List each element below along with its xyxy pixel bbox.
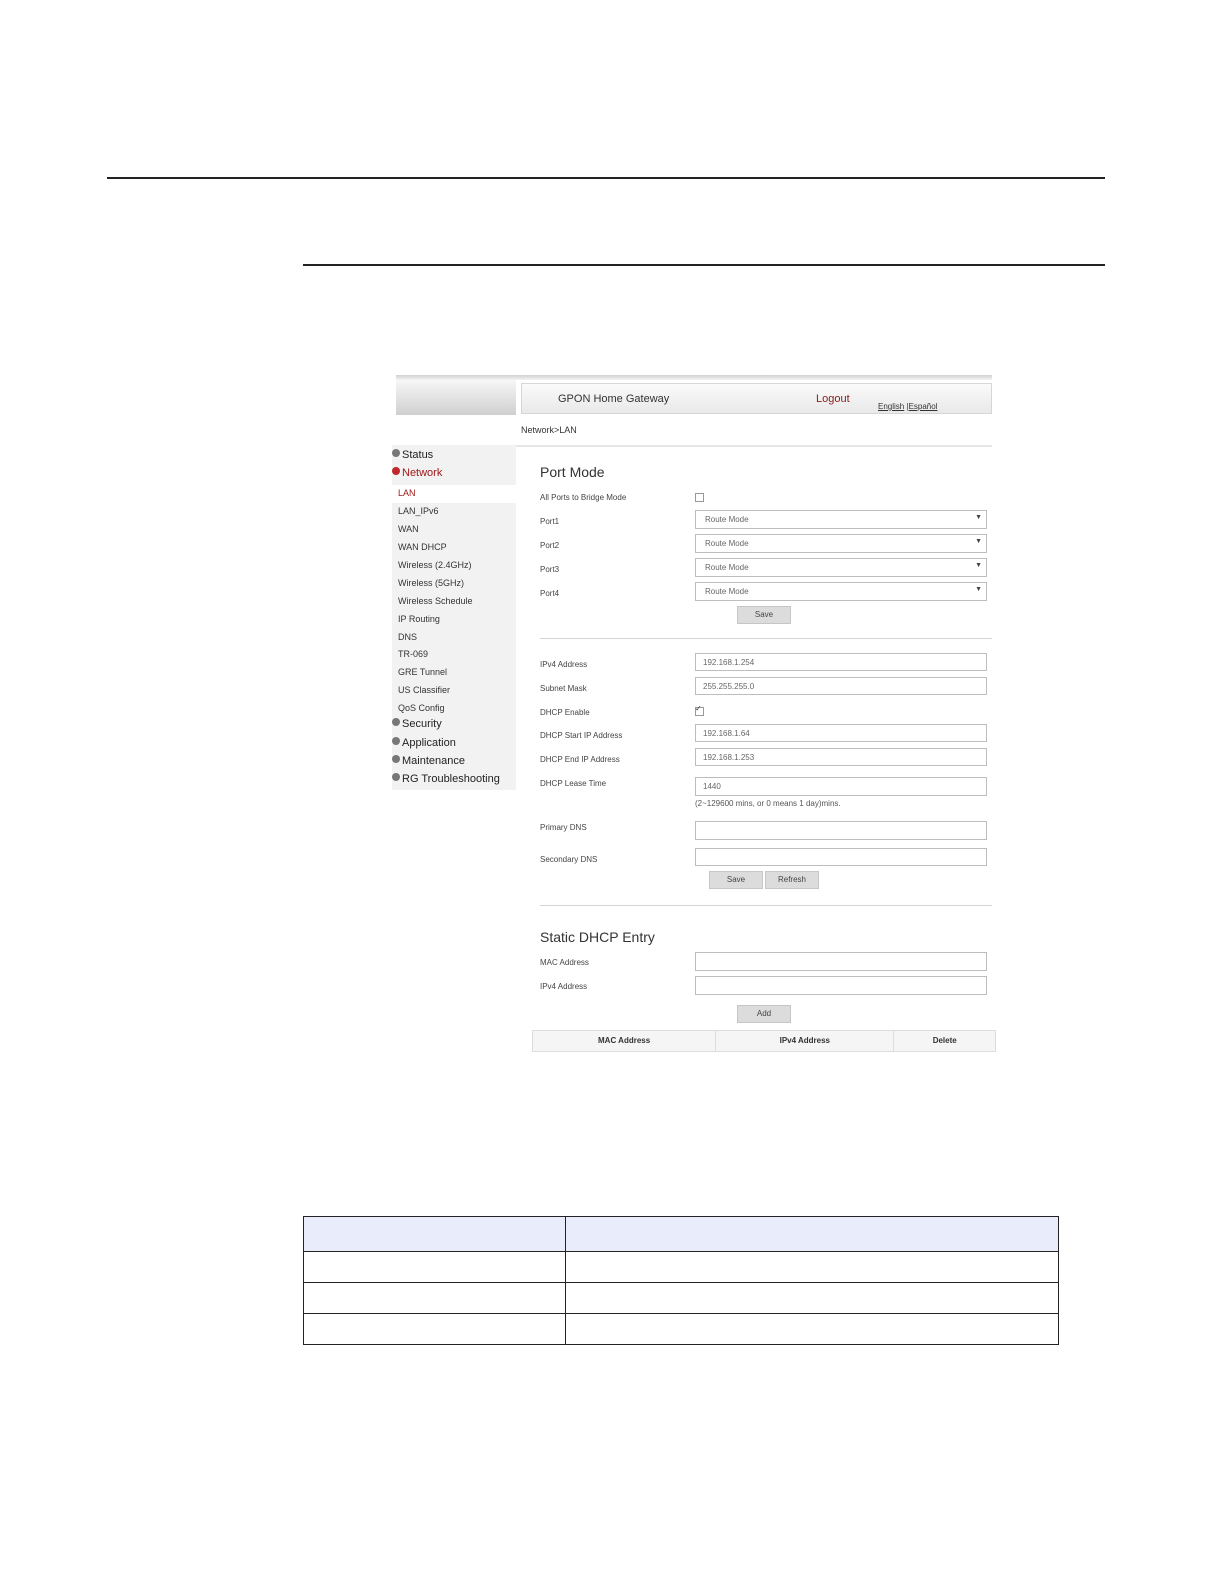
primary-dns-input[interactable] [695, 821, 987, 840]
dhcp-start-label: DHCP Start IP Address [540, 731, 623, 740]
logo-area [396, 380, 516, 415]
lang-english-link[interactable]: English [878, 402, 905, 411]
dropdown-arrow-icon: ▼ [975, 538, 982, 545]
expand-bullet-icon [392, 755, 400, 763]
port-mode-save-button[interactable]: Save [737, 606, 791, 624]
gateway-screenshot [392, 375, 997, 1055]
sidebar [392, 445, 516, 790]
sidebar-subitem-tr069[interactable]: TR-069 [398, 649, 429, 659]
port2-value: Route Mode [705, 539, 749, 548]
sidebar-item-status[interactable] [392, 449, 516, 461]
table-cell [566, 1252, 1059, 1283]
expand-bullet-icon [392, 737, 400, 745]
primary-dns-label: Primary DNS [540, 823, 587, 832]
ipv4-address-input[interactable]: 192.168.1.254 [695, 653, 987, 671]
section-rule [303, 264, 1105, 266]
lease-time-hint: (2~129600 mins, or 0 means 1 day)mins. [695, 799, 841, 808]
column-header-delete: Delete [932, 1036, 957, 1045]
port1-select[interactable] [695, 510, 987, 529]
secondary-dns-input[interactable] [695, 848, 987, 866]
lease-time-input[interactable]: 1440 [695, 777, 987, 796]
table-cell [566, 1283, 1059, 1314]
port1-label: Port1 [540, 517, 560, 526]
port1-value: Route Mode [705, 515, 749, 524]
dhcp-start-input[interactable]: 192.168.1.64 [695, 724, 987, 742]
sidebar-subitem-gre-tunnel[interactable]: GRE Tunnel [398, 667, 448, 677]
table-header-cell [304, 1217, 566, 1252]
lease-time-label: DHCP Lease Time [540, 779, 607, 788]
column-header-mac: MAC Address [533, 1031, 716, 1051]
sidebar-item-security[interactable] [392, 718, 516, 730]
section-divider [540, 905, 992, 906]
sidebar-item-label: Status [402, 449, 434, 461]
dropdown-arrow-icon: ▼ [975, 586, 982, 593]
secondary-dns-label: Secondary DNS [540, 855, 598, 864]
dropdown-arrow-icon: ▼ [975, 562, 982, 569]
bridge-mode-checkbox[interactable] [695, 493, 704, 502]
collapse-bullet-icon [392, 467, 400, 475]
static-dhcp-title: Static DHCP Entry [540, 929, 655, 945]
dhcp-end-input[interactable]: 192.168.1.253 [695, 748, 987, 766]
subnet-mask-input[interactable]: 255.255.255.0 [695, 677, 987, 695]
app-title: GPON Home Gateway [558, 393, 670, 405]
lan-save-button[interactable]: Save [709, 871, 763, 889]
breadcrumb: Network>LAN [521, 425, 577, 435]
static-mac-label: MAC Address [540, 958, 589, 967]
static-ipv4-input[interactable] [695, 976, 987, 995]
page-top-rule [107, 177, 1105, 179]
port2-select[interactable] [695, 534, 987, 553]
sidebar-item-label: RG Troubleshooting [402, 773, 500, 785]
sidebar-item-application[interactable] [392, 737, 516, 749]
table-header-cell [566, 1217, 1059, 1252]
language-switch [878, 402, 937, 411]
sidebar-item-label: Network [402, 467, 443, 479]
sidebar-subitem-wireless-24[interactable]: Wireless (2.4GHz) [398, 560, 472, 570]
port-mode-title: Port Mode [540, 464, 605, 480]
table-cell [304, 1314, 566, 1345]
sidebar-item-rg-troubleshooting[interactable] [392, 773, 516, 785]
static-dhcp-table-header [532, 1030, 996, 1052]
sidebar-subitem-us-classifier[interactable]: US Classifier [398, 685, 451, 695]
expand-bullet-icon [392, 718, 400, 726]
column-header-ipv4: IPv4 Address [716, 1031, 894, 1051]
table-row [304, 1314, 1059, 1345]
sidebar-subitem-dns[interactable]: DNS [398, 632, 418, 642]
dhcp-enable-checkbox[interactable] [695, 707, 704, 716]
port4-value: Route Mode [705, 587, 749, 596]
sidebar-subitem-lan-ipv6[interactable]: LAN_IPv6 [398, 506, 439, 516]
bridge-mode-label: All Ports to Bridge Mode [540, 493, 627, 502]
lang-spanish-link[interactable]: Español [908, 402, 938, 411]
subnet-mask-label: Subnet Mask [540, 684, 587, 693]
table-cell [304, 1283, 566, 1314]
table-cell [566, 1314, 1059, 1345]
port4-label: Port4 [540, 589, 560, 598]
expand-bullet-icon [392, 773, 400, 781]
document-table [303, 1216, 1059, 1345]
header-bar [521, 383, 992, 414]
static-add-button[interactable]: Add [737, 1005, 791, 1023]
lan-refresh-button[interactable]: Refresh [765, 871, 819, 889]
breadcrumb-divider [516, 445, 992, 447]
expand-bullet-icon [392, 449, 400, 457]
sidebar-subitem-wireless-5[interactable]: Wireless (5GHz) [398, 578, 465, 588]
sidebar-item-label: Maintenance [402, 755, 465, 767]
static-mac-input[interactable] [695, 952, 987, 971]
sidebar-item-maintenance[interactable] [392, 755, 516, 767]
port3-label: Port3 [540, 565, 560, 574]
table-row [304, 1283, 1059, 1314]
sidebar-item-network[interactable] [392, 467, 516, 479]
port3-select[interactable] [695, 558, 987, 577]
dhcp-end-label: DHCP End IP Address [540, 755, 620, 764]
ipv4-address-label: IPv4 Address [540, 660, 588, 669]
port3-value: Route Mode [705, 563, 749, 572]
sidebar-item-label: Security [402, 718, 442, 730]
table-header-row [304, 1217, 1059, 1252]
sidebar-subitem-lan[interactable]: LAN [398, 488, 416, 498]
dropdown-arrow-icon: ▼ [975, 514, 982, 521]
sidebar-subitem-qos-config[interactable]: QoS Config [398, 703, 445, 713]
sidebar-subitem-ip-routing[interactable]: IP Routing [398, 614, 440, 624]
port4-select[interactable] [695, 582, 987, 601]
lang-separator: | [904, 402, 909, 411]
sidebar-item-label: Application [402, 737, 456, 749]
sidebar-subitem-wan[interactable]: WAN [398, 524, 419, 534]
sidebar-subitem-wan-dhcp[interactable]: WAN DHCP [398, 542, 447, 552]
table-row [304, 1252, 1059, 1283]
port2-label: Port2 [540, 541, 560, 550]
logout-link[interactable]: Logout [816, 393, 850, 405]
static-ipv4-label: IPv4 Address [540, 982, 588, 991]
dhcp-enable-label: DHCP Enable [540, 708, 590, 717]
section-divider [540, 638, 992, 639]
sidebar-subitem-wireless-schedule[interactable]: Wireless Schedule [398, 596, 473, 606]
table-cell [304, 1252, 566, 1283]
